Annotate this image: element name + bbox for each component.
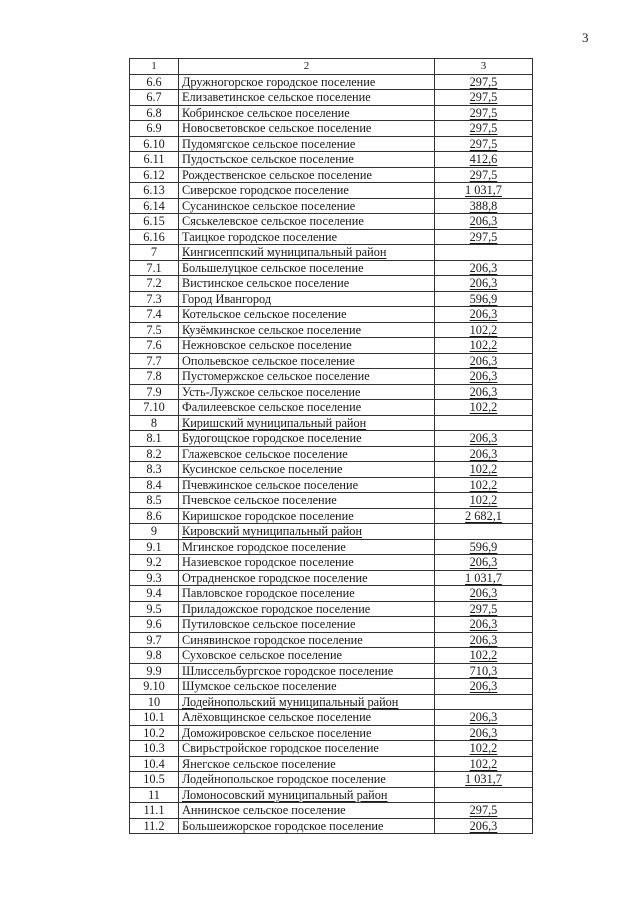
row-number: 9.3: [130, 570, 179, 586]
row-value: 1 031,7: [435, 183, 533, 199]
row-number: 7.1: [130, 260, 179, 276]
settlement-name: Ломоносовский муниципальный район: [179, 787, 435, 803]
table-row: [130, 601, 533, 617]
table-row: [130, 710, 533, 726]
table-row: [130, 663, 533, 679]
row-number: 7.4: [130, 307, 179, 323]
settlement-name: Шлиссельбургское городское поселение: [179, 663, 435, 679]
settlement-name: Опольевское сельское поселение: [179, 353, 435, 369]
table-row: [130, 477, 533, 493]
row-value: [435, 245, 533, 261]
settlement-name: Город Ивангород: [179, 291, 435, 307]
row-number: 8: [130, 415, 179, 431]
table-row: [130, 632, 533, 648]
row-number: 10: [130, 694, 179, 710]
district-row: [130, 524, 533, 540]
table-row: [130, 121, 533, 137]
table-row: [130, 167, 533, 183]
row-number: 9.9: [130, 663, 179, 679]
table-row: [130, 105, 533, 121]
row-value: 206,3: [435, 555, 533, 571]
settlement-name: Кировский муниципальный район: [179, 524, 435, 540]
row-number: 7.7: [130, 353, 179, 369]
table-row: [130, 818, 533, 834]
settlement-name: Котельское сельское поселение: [179, 307, 435, 323]
settlement-name: Суховское сельское поселение: [179, 648, 435, 664]
row-number: 11.2: [130, 818, 179, 834]
row-number: 7: [130, 245, 179, 261]
row-value: 102,2: [435, 462, 533, 478]
row-number: 6.8: [130, 105, 179, 121]
row-number: 6.14: [130, 198, 179, 214]
row-number: 10.1: [130, 710, 179, 726]
table-row: [130, 291, 533, 307]
row-number: 6.15: [130, 214, 179, 230]
settlement-name: Янегское сельское поселение: [179, 756, 435, 772]
table-row: [130, 756, 533, 772]
row-number: 9.8: [130, 648, 179, 664]
row-value: 102,2: [435, 756, 533, 772]
table-row: [130, 136, 533, 152]
table-row: [130, 648, 533, 664]
table-row: [130, 508, 533, 524]
row-value: 206,3: [435, 617, 533, 633]
row-value: 297,5: [435, 601, 533, 617]
row-number: 6.12: [130, 167, 179, 183]
row-number: 11.1: [130, 803, 179, 819]
row-number: 7.8: [130, 369, 179, 385]
row-number: 11: [130, 787, 179, 803]
settlement-name: Доможировское сельское поселение: [179, 725, 435, 741]
table-row: [130, 353, 533, 369]
row-value: 206,3: [435, 710, 533, 726]
table-row: [130, 214, 533, 230]
row-number: 9.2: [130, 555, 179, 571]
row-number: 6.10: [130, 136, 179, 152]
settlement-name: Аннинское сельское поселение: [179, 803, 435, 819]
row-value: 2 682,1: [435, 508, 533, 524]
row-number: 9.1: [130, 539, 179, 555]
row-value: 206,3: [435, 353, 533, 369]
settlement-name: Лодейнопольское городское поселение: [179, 772, 435, 788]
row-number: 8.4: [130, 477, 179, 493]
table-row: [130, 260, 533, 276]
row-value: 297,5: [435, 136, 533, 152]
row-number: 7.3: [130, 291, 179, 307]
row-value: 206,3: [435, 431, 533, 447]
settlement-name: Киришский муниципальный район: [179, 415, 435, 431]
row-number: 6.6: [130, 74, 179, 90]
settlement-name: Шумское сельское поселение: [179, 679, 435, 695]
row-value: 412,6: [435, 152, 533, 168]
settlement-name: Синявинское городское поселение: [179, 632, 435, 648]
row-value: 206,3: [435, 586, 533, 602]
table-row: [130, 570, 533, 586]
row-value: 1 031,7: [435, 570, 533, 586]
row-number: 8.1: [130, 431, 179, 447]
column-header-value: 3: [435, 59, 533, 75]
row-value: 206,3: [435, 679, 533, 695]
row-value: 102,2: [435, 477, 533, 493]
table-row: [130, 617, 533, 633]
row-value: 102,2: [435, 400, 533, 416]
row-value: 206,3: [435, 307, 533, 323]
row-value: 206,3: [435, 260, 533, 276]
settlement-name: Алёховщинское сельское поселение: [179, 710, 435, 726]
column-header-number: 1: [130, 59, 179, 75]
settlement-name: Нежновское сельское поселение: [179, 338, 435, 354]
row-value: 206,3: [435, 214, 533, 230]
row-number: 9.5: [130, 601, 179, 617]
table-header-row: [130, 59, 533, 75]
row-number: 7.10: [130, 400, 179, 416]
table-row: [130, 555, 533, 571]
table-row: [130, 539, 533, 555]
settlement-name: Сусанинское сельское поселение: [179, 198, 435, 214]
row-value: 297,5: [435, 803, 533, 819]
table-row: [130, 384, 533, 400]
settlement-name: Кингисеппский муниципальный район: [179, 245, 435, 261]
row-value: 206,3: [435, 384, 533, 400]
settlement-name: Пустомержское сельское поселение: [179, 369, 435, 385]
row-number: 9: [130, 524, 179, 540]
table-row: [130, 74, 533, 90]
row-value: 102,2: [435, 648, 533, 664]
settlement-name: Рождественское сельское поселение: [179, 167, 435, 183]
table-row: [130, 431, 533, 447]
row-value: 297,5: [435, 167, 533, 183]
row-number: 9.10: [130, 679, 179, 695]
settlement-name: Кусинское сельское поселение: [179, 462, 435, 478]
settlement-name: Вистинское сельское поселение: [179, 276, 435, 292]
row-value: 102,2: [435, 741, 533, 757]
row-number: 10.3: [130, 741, 179, 757]
row-number: 10.4: [130, 756, 179, 772]
settlement-name: Большеижорское городское поселение: [179, 818, 435, 834]
table-row: [130, 322, 533, 338]
row-number: 6.16: [130, 229, 179, 245]
row-number: 9.4: [130, 586, 179, 602]
row-value: [435, 415, 533, 431]
table-row: [130, 183, 533, 199]
row-number: 6.11: [130, 152, 179, 168]
row-value: 206,3: [435, 369, 533, 385]
row-number: 8.2: [130, 446, 179, 462]
row-value: 297,5: [435, 229, 533, 245]
row-number: 6.13: [130, 183, 179, 199]
row-number: 8.6: [130, 508, 179, 524]
settlement-name: Новосветовское сельское поселение: [179, 121, 435, 137]
row-number: 9.6: [130, 617, 179, 633]
row-value: 388,8: [435, 198, 533, 214]
table-row: [130, 446, 533, 462]
row-value: 102,2: [435, 493, 533, 509]
column-header-name: 2: [179, 59, 435, 75]
row-number: 10.2: [130, 725, 179, 741]
settlement-name: Назиевское городское поселение: [179, 555, 435, 571]
row-value: 102,2: [435, 338, 533, 354]
row-number: 8.3: [130, 462, 179, 478]
settlement-name: Будогощское городское поселение: [179, 431, 435, 447]
row-value: 710,3: [435, 663, 533, 679]
settlement-name: Глажевское сельское поселение: [179, 446, 435, 462]
row-value: 206,3: [435, 276, 533, 292]
row-number: 7.9: [130, 384, 179, 400]
district-row: [130, 787, 533, 803]
table-row: [130, 338, 533, 354]
settlement-name: Дружногорское городское поселение: [179, 74, 435, 90]
settlement-name: Свирьстройское городское поселение: [179, 741, 435, 757]
table-row: [130, 276, 533, 292]
settlement-name: Елизаветинское сельское поселение: [179, 90, 435, 106]
table-row: [130, 229, 533, 245]
row-value: 297,5: [435, 74, 533, 90]
table-row: [130, 400, 533, 416]
settlement-name: Киришское городское поселение: [179, 508, 435, 524]
settlement-name: Отрадненское городское поселение: [179, 570, 435, 586]
table-row: [130, 307, 533, 323]
table-row: [130, 369, 533, 385]
row-number: 6.7: [130, 90, 179, 106]
settlement-name: Пчевское сельское поселение: [179, 493, 435, 509]
settlement-name: Сяськелевское сельское поселение: [179, 214, 435, 230]
settlement-name: Пчевжинское сельское поселение: [179, 477, 435, 493]
row-value: [435, 524, 533, 540]
table-row: [130, 803, 533, 819]
district-row: [130, 694, 533, 710]
settlement-name: Большелуцкое сельское поселение: [179, 260, 435, 276]
settlement-name: Таицкое городское поселение: [179, 229, 435, 245]
row-value: 206,3: [435, 818, 533, 834]
table-row: [130, 152, 533, 168]
table-row: [130, 725, 533, 741]
row-value: 596,9: [435, 539, 533, 555]
row-value: 206,3: [435, 632, 533, 648]
settlement-name: Путиловское сельское поселение: [179, 617, 435, 633]
row-value: [435, 694, 533, 710]
row-value: 206,3: [435, 446, 533, 462]
settlement-name: Павловское городское поселение: [179, 586, 435, 602]
district-row: [130, 245, 533, 261]
settlement-name: Кобринское сельское поселение: [179, 105, 435, 121]
settlement-name: Приладожское городское поселение: [179, 601, 435, 617]
table-row: [130, 679, 533, 695]
table-row: [130, 772, 533, 788]
row-number: 9.7: [130, 632, 179, 648]
settlement-name: Пудомягское сельское поселение: [179, 136, 435, 152]
row-value: 297,5: [435, 121, 533, 137]
table-body: [130, 74, 533, 834]
table-row: [130, 90, 533, 106]
table-row: [130, 741, 533, 757]
table-row: [130, 462, 533, 478]
settlement-name: Сиверское городское поселение: [179, 183, 435, 199]
settlement-name: Лодейнопольский муниципальный район: [179, 694, 435, 710]
settlement-name: Мгинское городское поселение: [179, 539, 435, 555]
table-row: [130, 586, 533, 602]
district-row: [130, 415, 533, 431]
row-number: 7.5: [130, 322, 179, 338]
row-value: 297,5: [435, 105, 533, 121]
row-value: 297,5: [435, 90, 533, 106]
row-number: 8.5: [130, 493, 179, 509]
allocation-table: [129, 58, 533, 834]
row-number: 7.6: [130, 338, 179, 354]
page-number: 3: [582, 30, 589, 45]
row-number: 7.2: [130, 276, 179, 292]
row-value: 206,3: [435, 725, 533, 741]
row-value: [435, 787, 533, 803]
table-row: [130, 493, 533, 509]
table-row: [130, 198, 533, 214]
row-value: 596,9: [435, 291, 533, 307]
settlement-name: Кузёмкинское сельское поселение: [179, 322, 435, 338]
settlement-name: Фалилеевское сельское поселение: [179, 400, 435, 416]
row-value: 102,2: [435, 322, 533, 338]
settlement-name: Пудостьское сельское поселение: [179, 152, 435, 168]
row-number: 6.9: [130, 121, 179, 137]
row-value: 1 031,7: [435, 772, 533, 788]
row-number: 10.5: [130, 772, 179, 788]
settlement-name: Усть-Лужское сельское поселение: [179, 384, 435, 400]
